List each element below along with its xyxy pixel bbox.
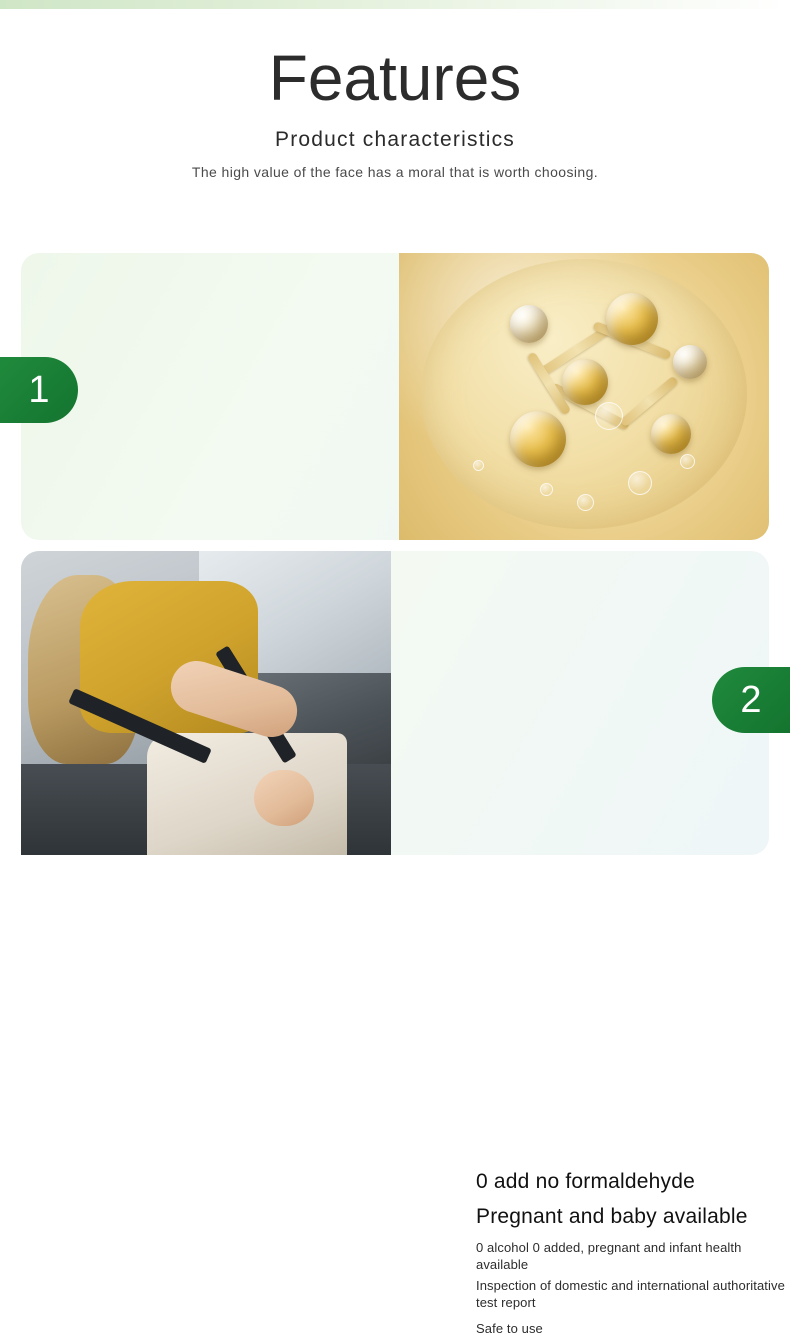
molecule-atom <box>562 359 608 405</box>
feature-2-line-1: 0 alcohol 0 added, pregnant and infant health available <box>476 1240 742 1272</box>
feature-card-2 <box>21 551 785 1336</box>
page-title: Features <box>268 42 522 114</box>
baby-head-shape <box>254 770 314 826</box>
feature-2-title-main: Pregnant and baby available <box>476 1205 748 1228</box>
top-accent-bar <box>0 0 790 9</box>
feature-2-title-top: 0 add no formaldehyde <box>476 1170 696 1193</box>
molecule-atom <box>510 305 548 343</box>
baby-car-seat-shape <box>147 733 347 855</box>
feature-2-number-badge <box>712 667 790 733</box>
page-tagline: The high value of the face has a moral that is worth choosing. <box>191 164 599 180</box>
page-subtitle: Product characteristics <box>274 128 515 151</box>
feature-2-number: 2 <box>740 678 762 721</box>
oil-bubble <box>680 454 695 469</box>
molecule-atom <box>651 414 691 454</box>
feature-2-text <box>476 1168 786 1337</box>
page-header <box>0 42 790 180</box>
oil-bubble <box>577 494 594 511</box>
feature-1-number-badge <box>0 357 78 423</box>
feature-1-number: 1 <box>28 368 50 411</box>
molecule-atom <box>606 293 658 345</box>
oil-bubble <box>473 460 484 471</box>
feature-card-1 <box>21 253 769 540</box>
molecule-atom <box>673 345 707 379</box>
oil-bubble <box>540 483 553 496</box>
golden-molecule-in-oil-photo <box>399 253 769 540</box>
molecule-atom <box>510 411 566 467</box>
feature-2-line-3: Safe to use <box>476 1321 543 1336</box>
feature-2-line-2: Inspection of domestic and international authoritative test report <box>476 1278 785 1310</box>
mother-baby-car-seat-photo <box>21 551 391 855</box>
